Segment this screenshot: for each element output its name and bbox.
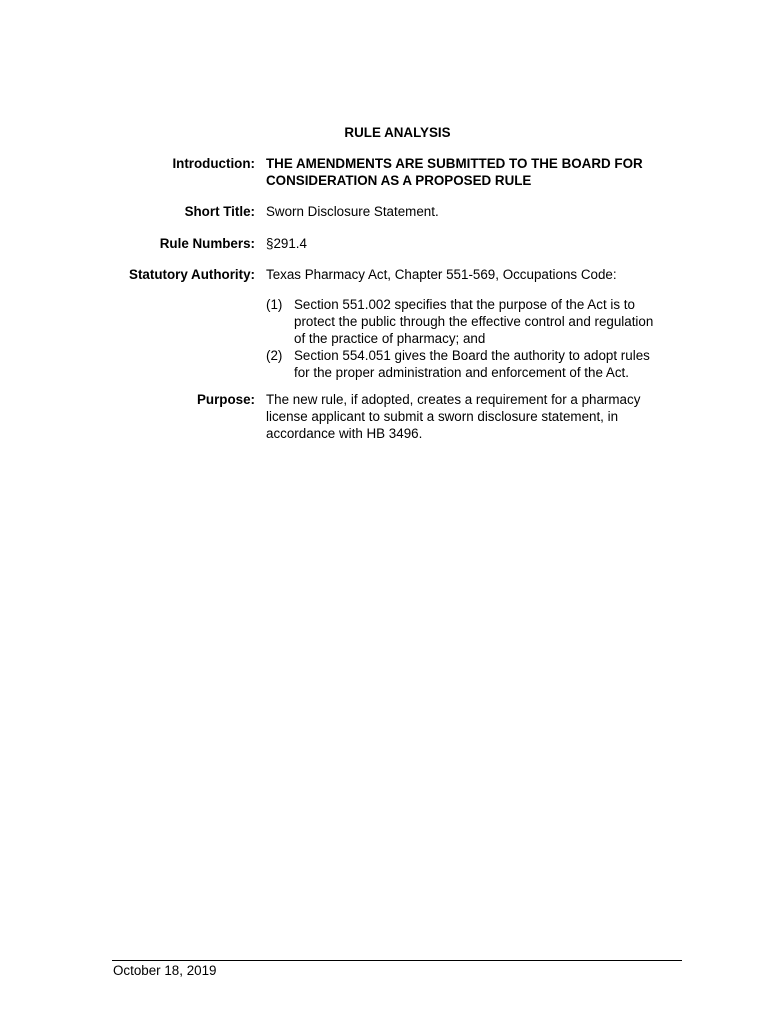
short-title-value: Sworn Disclosure Statement. [266,204,439,219]
short-title-label: Short Title: [184,204,255,219]
list-item [266,296,676,347]
rule-numbers-value: §291.4 [266,236,307,251]
footer-date: October 18, 2019 [113,963,217,978]
purpose-line: accordance with HB 3496. [266,426,423,441]
introduction-label: Introduction: [172,156,255,171]
list-item-line: Section 554.051 gives the Board the authority to adopt rules [294,348,650,363]
list-item-line: of the practice of pharmacy; and [294,331,486,346]
statutory-authority-value: Texas Pharmacy Act, Chapter 551-569, Occupations Code: [266,267,617,282]
list-item-line: protect the public through the effective control and regulation [294,314,654,329]
rule-numbers-label: Rule Numbers: [159,236,255,251]
purpose-label: Purpose: [196,392,255,407]
statutory-authority-label: Statutory Authority: [129,267,255,282]
list-item-number: (2) [266,348,283,363]
footer-divider [112,960,682,961]
list-item-line: for the proper administration and enforcement of the Act. [294,365,629,380]
list-item [266,347,676,381]
list-item-number: (1) [266,297,283,312]
purpose-line: license applicant to submit a sworn disclosure statement, in [266,409,619,424]
introduction-line: THE AMENDMENTS ARE SUBMITTED TO THE BOARD FOR [266,156,643,171]
page-title: RULE ANALYSIS [344,125,451,140]
list-item-line: Section 551.002 specifies that the purpose of the Act is to [294,297,635,312]
introduction-text [266,155,676,189]
introduction-line: CONSIDERATION AS A PROPOSED RULE [266,173,532,188]
authority-list [266,296,676,381]
purpose-text [266,391,676,442]
purpose-line: The new rule, if adopted, creates a requirement for a pharmacy [266,392,641,407]
